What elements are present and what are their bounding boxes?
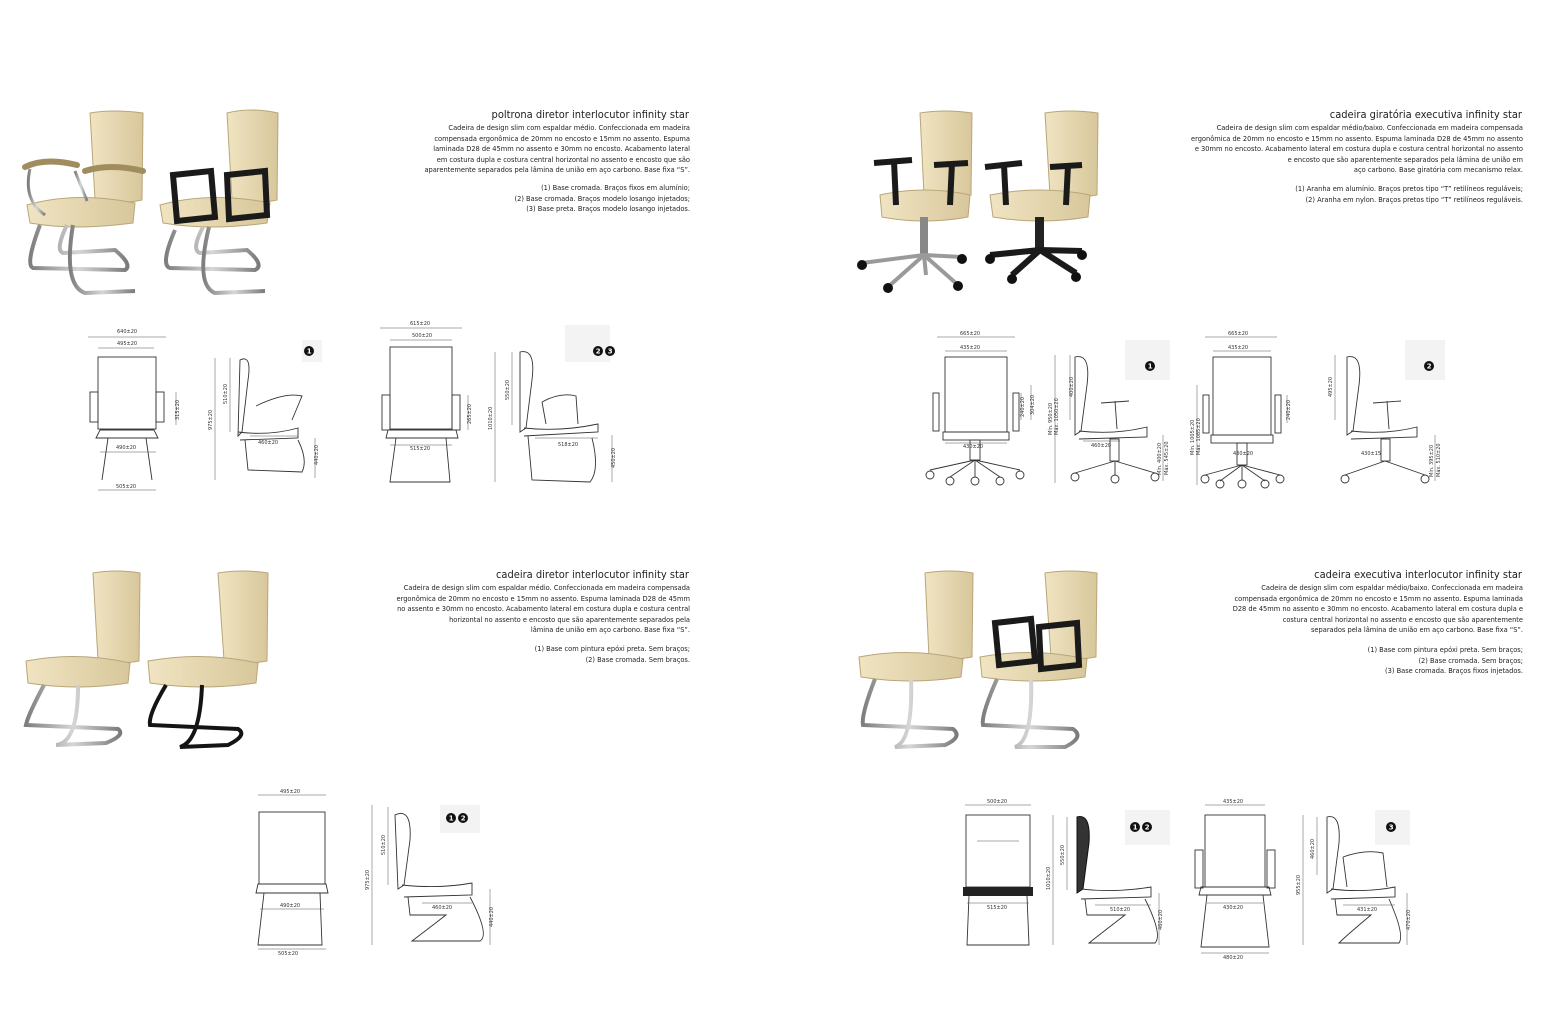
badge-number: 3 [1388, 823, 1394, 832]
badge-number: 1 [1147, 362, 1153, 371]
description-line: horizontal no assento e encosto que são aparentemente separados pela [449, 614, 690, 624]
section-3-title: cadeira diretor interlocutor infinity star [495, 568, 689, 581]
variant-badge [605, 346, 615, 356]
dimension-label: 640±20 [117, 329, 138, 335]
section-1-options [515, 183, 691, 215]
dimension-label: 435±20 [1223, 799, 1244, 805]
dimension-label: Máx. 510±20 [1436, 443, 1442, 477]
option-line: (1) Base com pintura epóxi preta. Sem braços; [1367, 645, 1523, 654]
description-line: ergonômica de 20mm no encosto e 15mm no assento. Espuma laminada D28 de 45mm [396, 593, 690, 603]
front-view-drawing [1195, 799, 1275, 961]
section-1-title: poltrona diretor interlocutor infinity star [491, 108, 689, 121]
section-4-technical-drawings [955, 795, 1420, 965]
dimension-label: 515±20 [987, 905, 1008, 911]
dimension-label: 470±20 [1406, 909, 1412, 930]
description-line: Cadeira de design slim com espaldar médio/baixo. Confeccionada em madeira [1261, 583, 1523, 592]
dimension-label: 460±20 [1158, 909, 1164, 930]
description-line: D28 de 45mm no assento e 30mm no encosto. Acabamento lateral em costura dupla e [1232, 604, 1523, 614]
front-view-drawing [926, 331, 1036, 485]
variant-badge [458, 813, 468, 823]
chair-photo [985, 111, 1098, 284]
option-line: (3) Base cromada. Braços fixos injetados. [1385, 666, 1523, 676]
dimension-label: 665±20 [1228, 331, 1249, 337]
dimension-label: 495±20 [280, 789, 301, 795]
section-2-title: cadeira giratória executiva infinity star [1329, 108, 1522, 121]
dimension-label: 1010±20 [488, 406, 494, 430]
description-line: em costura dupla e costura central horizontal no assento e encosto que são [436, 154, 690, 164]
chair-photo [857, 111, 972, 293]
section-1-technical-drawings [80, 320, 640, 495]
dimension-label: 240±20 [1020, 396, 1026, 417]
dimension-label: Máx. 1085±20 [1196, 418, 1202, 455]
badge-number: 1 [448, 814, 454, 823]
section-1-description [424, 123, 690, 176]
description-line: compensada ergonômica de 20mm no encosto e 15mm no assento. Espuma [434, 133, 690, 143]
dimension-label: 1010±20 [1046, 866, 1052, 890]
section-2-description [1191, 123, 1523, 176]
dimension-label: Mín. 1005±20 [1190, 419, 1196, 455]
dimension-label: 430±15 [1361, 451, 1382, 457]
description-line: no assento e 30mm no encosto. Acabamento lateral em costura dupla e costura central [397, 604, 690, 614]
dimension-label: 975±20 [208, 409, 214, 430]
front-view-drawing [1189, 331, 1292, 488]
dimension-label: 955±20 [1296, 874, 1302, 895]
dimension-label: 510±20 [1110, 907, 1131, 913]
option-line: (1) Aranha em alumínio. Braços pretos tipo “T” retilíneos reguláveis; [1295, 184, 1523, 193]
section-4-options [1368, 645, 1523, 677]
dimension-label: 500±20 [987, 799, 1008, 805]
dimension-label: Mín. 400±20 [1157, 442, 1163, 475]
dimension-label: 460±20 [258, 440, 279, 446]
dimension-label: 400±20 [1069, 376, 1075, 397]
dimension-label: Máx. 1050±20 [1054, 398, 1060, 435]
dimension-label: 430±20 [963, 444, 984, 450]
badge-number: 2 [1144, 823, 1150, 832]
dimension-label: 490±20 [116, 445, 137, 451]
dimension-label: 265±20 [467, 403, 473, 424]
variant-badge [1130, 822, 1140, 832]
dimension-label: 518±20 [558, 442, 579, 448]
chair-photo [148, 571, 268, 747]
badge-number: 2 [460, 814, 466, 823]
chair-photo [25, 111, 143, 293]
dimension-label: Mín. 950±20 [1048, 402, 1054, 435]
option-line: (2) Base cromada. Braços modelo losango injetados; [514, 193, 690, 203]
dimension-label: 435±20 [1228, 345, 1249, 351]
dimension-label: 431±20 [1357, 907, 1378, 913]
description-line: lâmina de união em aço carbono. Base fixa “S”. [530, 625, 690, 635]
description-line: Cadeira de design slim com espaldar médio. Confeccionada em madeira [448, 123, 690, 132]
dimension-label: 460±20 [1310, 838, 1316, 859]
description-line: aparentemente separados pela lâmina de união em aço carbono. Base fixa “S”. [424, 165, 690, 175]
section-3-options [535, 644, 690, 665]
dimension-label: 550±20 [1060, 844, 1066, 865]
variant-badge [1142, 822, 1152, 832]
chair-photo [26, 571, 140, 745]
description-line: ergonômica de 20mm no encosto e 15mm no assento. Espuma laminada D28 de 45mm no assento [1191, 133, 1523, 143]
description-line: aço carbono. Base giratória com mecanismo relax. [1353, 165, 1523, 175]
option-line: (3) Base preta. Braços modelo losango injetados. [526, 204, 690, 214]
section-2-chair-photos [850, 105, 1115, 295]
chair-photo [160, 110, 278, 293]
description-line: laminada D28 de 45mm no assento e 30mm no encosto. Acabamento lateral [433, 144, 690, 154]
dimension-label: 615±20 [410, 321, 431, 327]
section-1-chair-photos [15, 105, 290, 300]
dimension-label: 505±20 [116, 484, 137, 490]
variant-badge [1386, 822, 1396, 832]
side-view-drawing [208, 358, 320, 480]
badge-number: 1 [306, 347, 312, 356]
section-2-technical-drawings [915, 325, 1455, 490]
dimension-label: 440±20 [314, 444, 320, 465]
dimension-label: 490±20 [280, 903, 301, 909]
option-line: (2) Base cromada. Sem braços; [1418, 655, 1523, 665]
dimension-label: 495±20 [117, 341, 138, 347]
dimension-label: Mín. 395±20 [1429, 444, 1435, 477]
dimension-label: 665±20 [960, 331, 981, 337]
dimension-label: 430±20 [1223, 905, 1244, 911]
badge-number: 2 [1426, 362, 1432, 371]
section-3-description [397, 583, 691, 636]
front-view-drawing [963, 799, 1033, 945]
dimension-label: 460±20 [1091, 443, 1112, 449]
section-4-chair-photos [855, 565, 1105, 755]
chair-photo [980, 571, 1097, 747]
badge-number: 1 [1132, 823, 1138, 832]
dimension-label: 315±20 [175, 399, 181, 420]
front-view-drawing [380, 321, 473, 482]
dimension-label: 510±20 [223, 383, 229, 404]
dimension-label: 460±20 [432, 905, 453, 911]
description-line: Cadeira de design slim com espaldar médio/baixo. Confeccionada em madeira compensada [1216, 123, 1523, 132]
dimension-label: 435±20 [960, 345, 981, 351]
option-line: (1) Base com pintura epóxi preta. Sem braços; [534, 644, 690, 653]
variant-badge [1424, 361, 1434, 371]
option-line: (2) Base cromada. Sem braços. [585, 654, 690, 664]
dimension-label: 500±20 [412, 333, 433, 339]
chair-photo [859, 571, 973, 747]
dimension-label: 495±20 [1328, 376, 1334, 397]
description-line: e encosto que são aparentemente separados pela lâmina de união em [1287, 154, 1523, 164]
variant-badge [446, 813, 456, 823]
badge-number: 3 [607, 347, 613, 356]
dimension-label: 505±20 [278, 951, 299, 957]
description-line: compensada ergonômica de 20mm no encosto e 15mm no assento. Espuma laminada [1234, 593, 1523, 603]
dimension-label: 515±20 [410, 446, 431, 452]
variant-badge [1145, 361, 1155, 371]
dimension-label: 450±20 [611, 447, 617, 468]
option-line: (2) Aranha em nylon. Braços pretos tipo “T” retilíneos reguláveis. [1305, 194, 1523, 204]
badge-number: 2 [595, 347, 601, 356]
dimension-label: 430±20 [1233, 451, 1254, 457]
dimension-label: 240±20 [1286, 399, 1292, 420]
dimension-label: 304±20 [1030, 394, 1036, 415]
section-3-technical-drawings [250, 785, 510, 960]
dimension-label: 550±20 [505, 379, 511, 400]
dimension-label: Máx. 545±20 [1164, 441, 1170, 475]
front-view-drawing [88, 329, 181, 490]
dimension-label: 975±20 [365, 869, 371, 890]
dimension-label: 440±20 [489, 906, 495, 927]
description-line: e 30mm no encosto. Acabamento lateral em costura dupla e costura central horizontal no assento [1194, 144, 1523, 154]
section-2-options [1295, 184, 1523, 205]
variant-badge [593, 346, 603, 356]
front-view-drawing [256, 789, 328, 957]
dimension-label: 510±20 [381, 834, 387, 855]
section-3-chair-photos [18, 565, 278, 755]
description-line: costura central horizontal no assento e encosto que são aparentemente [1282, 614, 1523, 624]
option-line: (1) Base cromada. Braços fixos em alumínio; [541, 183, 690, 192]
section-4-description [1233, 583, 1523, 636]
side-view-drawing [488, 352, 617, 482]
dimension-label: 480±20 [1223, 955, 1244, 961]
description-line: separados pela lâmina de união em aço carbono. Base fixa “S”. [1310, 625, 1523, 635]
description-line: Cadeira de design slim com espaldar médio. Confeccionada em madeira compensada [403, 583, 690, 592]
variant-badge [304, 346, 314, 356]
section-4-title: cadeira executiva interlocutor infinity star [1314, 568, 1522, 581]
